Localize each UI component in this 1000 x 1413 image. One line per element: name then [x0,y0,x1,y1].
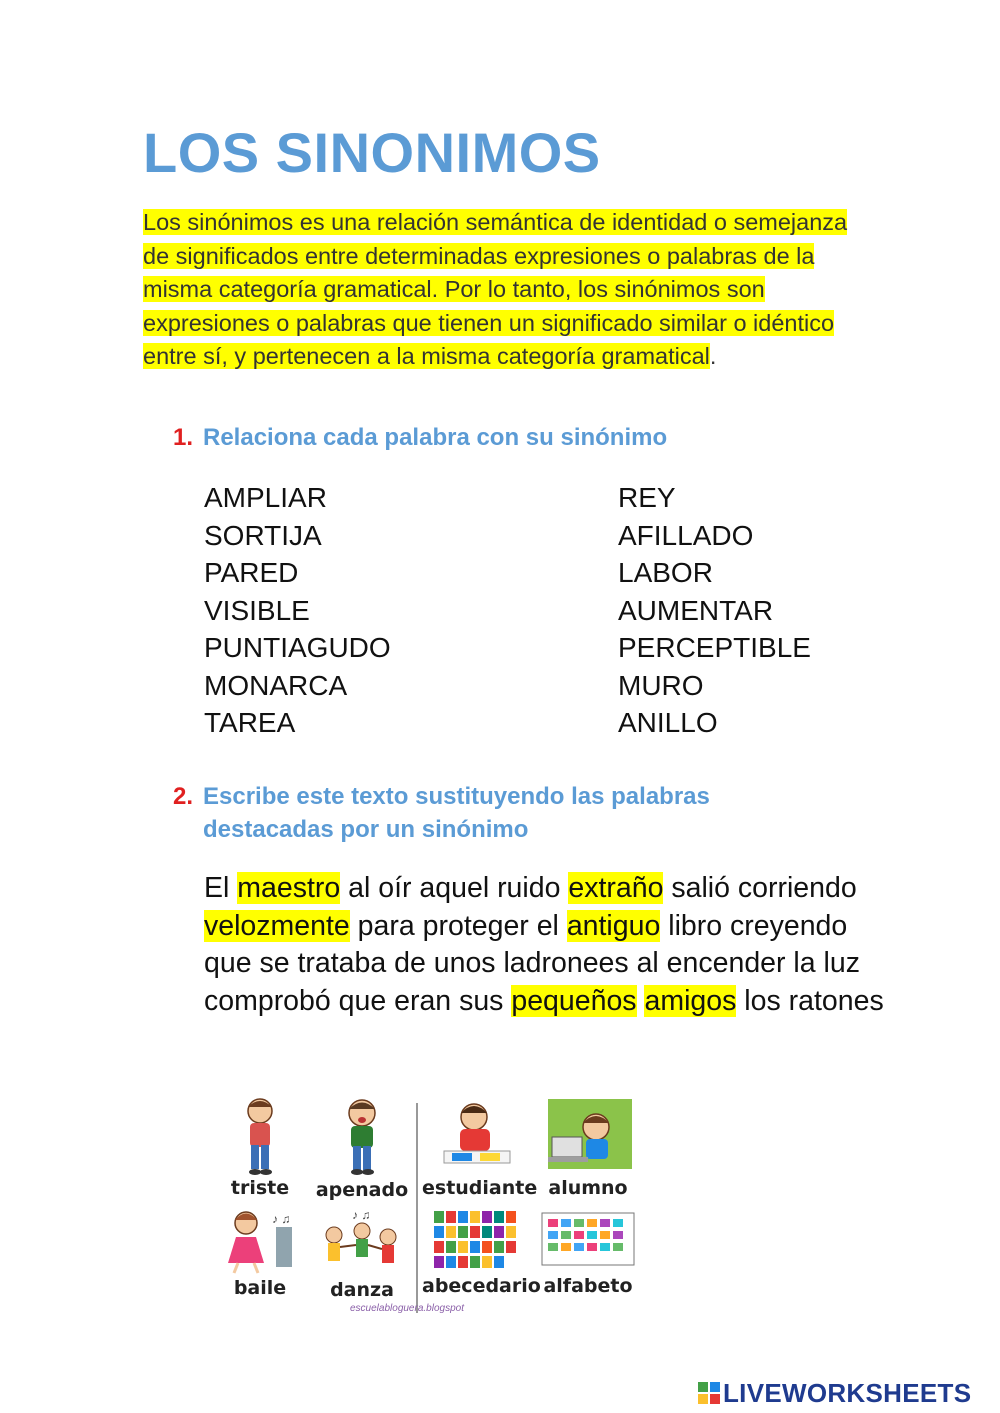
left-word[interactable]: VISIBLE [204,594,310,626]
illus-cell-danza [312,1207,412,1307]
right-word[interactable]: PERCEPTIBLE [618,632,811,663]
intro-paragraph [143,206,863,374]
left-word[interactable]: MONARCA [204,669,348,701]
word-column-right [618,479,811,742]
illus-cell-triste [210,1095,310,1205]
illustration-divider [416,1103,418,1313]
illus-cell-estudiante [422,1095,538,1205]
brand-text: LIVEWORKSHEETS [723,1377,972,1408]
svg-text:♪ ♫: ♪ ♫ [272,1212,291,1226]
illus-label: triste [230,1177,290,1199]
left-word[interactable]: PARED [204,557,299,588]
illus-label: abecedario [422,1275,541,1297]
liveworksheets-brand[interactable] [698,1377,972,1408]
illus-cell-alfabeto [538,1207,638,1307]
right-word[interactable]: AUMENTAR [618,594,774,626]
highlighted-word[interactable]: velozmente [204,909,350,942]
dancing-children-icon [312,1207,412,1275]
intro-trailing-period: . [709,343,717,369]
passage-text: El [204,872,238,904]
question-2-heading [173,780,803,846]
right-word[interactable]: AFILLADO [618,519,754,551]
word-column-left [204,479,391,742]
alphabet-chart-icon [538,1207,638,1275]
right-word[interactable]: LABOR [618,557,713,588]
student-computer-icon [538,1095,638,1177]
illustration-credit: escuelabloguera.blogspot [350,1303,464,1314]
passage-text: al oír aquel ruido [340,872,569,904]
left-word[interactable]: SORTIJA [204,519,322,551]
highlighted-word[interactable]: antiguo [566,909,661,942]
left-word[interactable]: PUNTIAGUDO [204,632,391,663]
right-word[interactable]: ANILLO [618,707,718,738]
illus-label: apenado [315,1179,409,1201]
question-2-text: Escribe este texto sustituyendo las palabras destacadas por un sinónimo [203,783,710,843]
illus-cell-alumno [538,1095,638,1205]
sad-boy-icon [210,1095,310,1177]
question-2-number: 2. [173,783,194,810]
student-reading-icon [422,1095,534,1177]
illus-label: baile [233,1277,287,1299]
question-1-text: Relaciona cada palabra con su sinónimo [203,424,668,451]
dancing-girl-icon [210,1207,310,1275]
highlighted-word[interactable]: pequeños [511,984,637,1017]
illus-label: estudiante [422,1177,538,1199]
illus-cell-abecedario [422,1207,541,1307]
passage-text: libro creyendo que se trataba de unos ladronees al encender la luz comprobó que eran sus [204,909,860,1017]
illus-label: danza [330,1279,394,1301]
question-1-number: 1. [173,424,194,451]
passage-text: para proteger el [349,909,567,942]
passage-text: los ratones [736,984,884,1017]
illus-cell-apenado [312,1095,412,1205]
liveworksheets-logo-icon [698,1382,720,1404]
crying-boy-icon [312,1095,412,1177]
synonym-passage [204,870,884,1020]
colored-alphabet-icon [422,1207,534,1275]
left-word[interactable]: TAREA [204,707,296,738]
illus-label: alfabeto [543,1275,633,1297]
right-word[interactable]: REY [618,482,676,513]
question-1-heading [173,421,823,454]
intro-highlighted-text: Los sinónimos es una relación semántica de identidad o semejanza de significados entre determinadas expresiones o palabras de la misma categoría gramatical. Por lo tanto, los sinónimos son expresiones o palabras que tienen un significado similar o idéntico entre sí, y pertenecen a la misma categoría gramatical [143,209,848,369]
illus-cell-baile [210,1207,310,1307]
right-word[interactable]: MURO [618,669,704,701]
highlighted-word[interactable]: extraño [568,872,664,904]
highlighted-word[interactable]: maestro [237,872,341,904]
page-title: LOS SINONIMOS [143,121,601,184]
svg-text:♪ ♫: ♪ ♫ [352,1208,371,1222]
passage-text: salió corriendo [663,872,857,904]
left-word[interactable]: AMPLIAR [204,482,327,513]
illus-label: alumno [548,1177,628,1199]
synonym-illustration [210,1095,640,1320]
highlighted-word[interactable]: amigos [644,984,737,1017]
